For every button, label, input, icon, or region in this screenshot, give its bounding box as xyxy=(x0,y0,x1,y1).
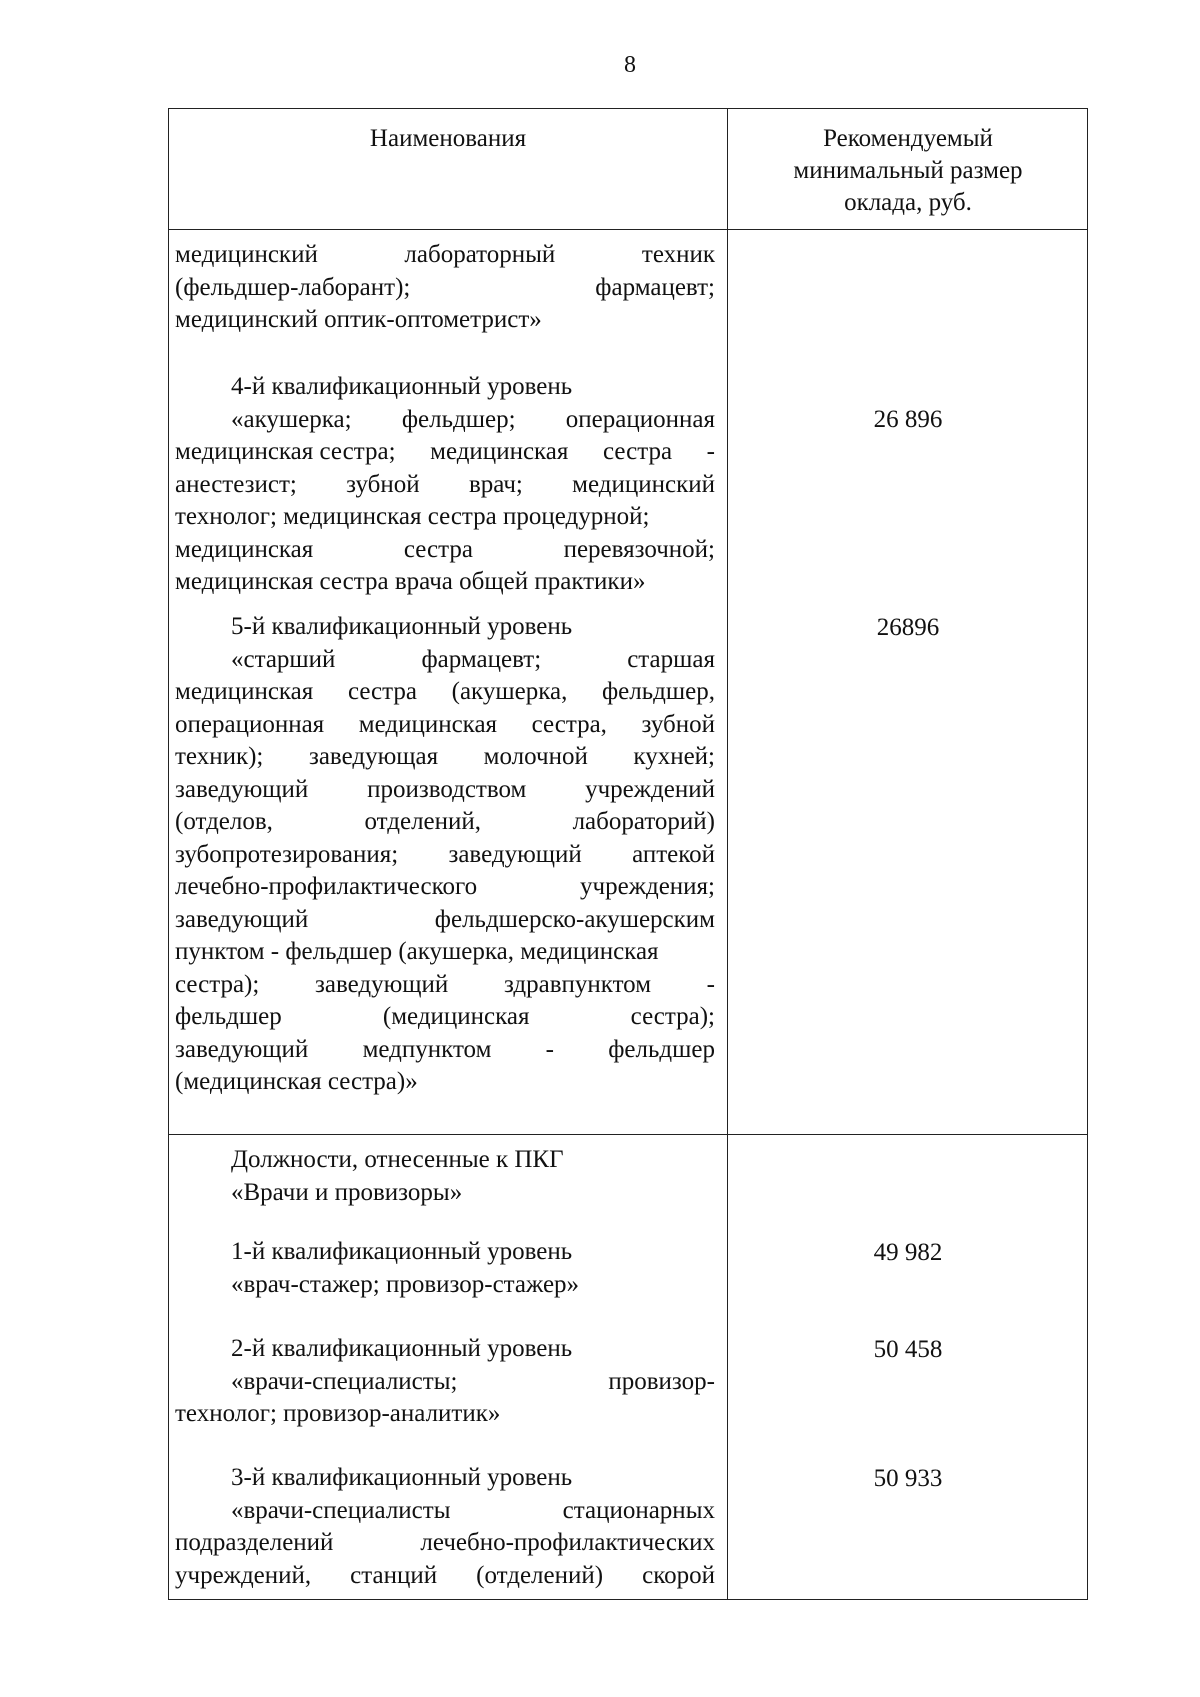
level-title: 4-й квалификационный уровень xyxy=(231,373,573,400)
level-line: «врач-стажер; провизор-стажер» xyxy=(231,1270,580,1298)
word: перевязочной; xyxy=(563,535,715,563)
text-line xyxy=(175,741,715,774)
doc-level3-value: 50 933 xyxy=(873,1465,943,1492)
text-line xyxy=(175,709,715,742)
salary-table xyxy=(168,108,1088,1600)
word: фельдшерско-акушерским xyxy=(434,905,715,933)
text-line xyxy=(175,774,715,807)
word: сестра xyxy=(603,438,673,465)
header-salary-line: Рекомендуемый xyxy=(823,125,993,152)
word: медицинская xyxy=(358,710,498,738)
doc-level2-text xyxy=(175,1333,715,1431)
level-title: 2-й квалификационный уровень xyxy=(231,1335,573,1362)
word: (акушерка, xyxy=(451,678,568,705)
text-line xyxy=(175,534,715,567)
text-line xyxy=(175,871,715,904)
level-title: 5-й квалификационный уровень xyxy=(231,613,573,640)
word: операционная xyxy=(565,405,715,433)
text-line xyxy=(175,404,715,437)
word: заведующий xyxy=(175,905,309,933)
word: (отделений) xyxy=(476,1561,604,1589)
text-line xyxy=(175,676,715,709)
text-line xyxy=(175,469,715,502)
text-line xyxy=(175,806,715,839)
word: техник); xyxy=(175,743,264,770)
word: здравпунктом xyxy=(503,970,652,998)
header-name: Наименования xyxy=(369,125,527,152)
word: зубопротезирования; xyxy=(175,840,399,868)
word: зубной xyxy=(346,470,420,498)
word: техник xyxy=(641,241,715,268)
word: (фельдшер-лаборант); xyxy=(175,273,411,301)
word: учреждений xyxy=(585,775,715,803)
word: скорой xyxy=(642,1561,715,1589)
group-title-line: Должности, отнесенные к ПКГ xyxy=(231,1146,564,1173)
word: станций xyxy=(350,1561,438,1589)
word: кухней; xyxy=(633,743,715,770)
group-title xyxy=(175,1144,715,1209)
word: заведующий xyxy=(448,840,582,868)
word: аптекой xyxy=(632,840,715,868)
word: медицинская сестра; xyxy=(175,438,396,465)
word: стационарных xyxy=(562,1496,715,1524)
text-line xyxy=(175,644,715,677)
word: - xyxy=(706,438,715,465)
text-line: технолог; медицинская сестра процедурной; xyxy=(175,503,650,530)
word: медицинская xyxy=(175,678,314,705)
word: фельдшер xyxy=(175,1003,282,1030)
word: операционная xyxy=(175,710,325,738)
section-divider xyxy=(169,1134,1087,1135)
doc-level3-text xyxy=(175,1462,715,1592)
text-line xyxy=(175,904,715,937)
text-line xyxy=(175,239,715,272)
word: старшая xyxy=(627,645,715,673)
word: заведующий xyxy=(314,970,449,998)
doc-level1-value: 49 982 xyxy=(873,1239,943,1266)
word: (отделов, xyxy=(175,808,273,835)
text-line: пунктом - фельдшер (акушерка, медицинская xyxy=(175,938,659,965)
text-line xyxy=(175,839,715,872)
header-salary-line: оклада, руб. xyxy=(844,189,972,216)
text-line xyxy=(175,1034,715,1067)
text-line xyxy=(175,969,715,1002)
word: фармацевт; xyxy=(595,273,715,301)
word: врач; xyxy=(468,470,523,498)
text-line: (медицинская сестра)» xyxy=(175,1068,418,1095)
word: отделений, xyxy=(364,808,482,835)
word: учреждения; xyxy=(580,873,715,900)
word: лечебно-профилактических xyxy=(420,1529,715,1556)
level5-value: 26896 xyxy=(876,614,940,641)
text-line: медицинская сестра врача общей практики» xyxy=(175,568,646,595)
word: сестра, xyxy=(531,710,607,738)
text-line xyxy=(175,1495,715,1528)
word: сестра xyxy=(347,678,417,705)
word: заведующий xyxy=(175,1035,309,1063)
text-line xyxy=(175,436,715,469)
word: производством xyxy=(367,775,527,803)
word: зубной xyxy=(641,710,715,738)
word: - xyxy=(706,970,715,998)
word: заведующий xyxy=(175,775,309,803)
word: медицинский xyxy=(572,470,715,498)
word: медицинская xyxy=(175,535,314,563)
word: лабораторий) xyxy=(572,808,715,835)
text-line xyxy=(175,1560,715,1593)
level4-value: 26 896 xyxy=(873,406,943,433)
text-line xyxy=(175,1001,715,1034)
word: фельдшер xyxy=(608,1035,715,1063)
header-salary xyxy=(729,123,1087,219)
word: фельдшер; xyxy=(401,405,516,433)
word: учреждений, xyxy=(175,1561,312,1589)
level4-text xyxy=(175,371,715,599)
word: медицинская xyxy=(430,438,569,465)
level-title: 1-й квалификационный уровень xyxy=(231,1238,573,1265)
word: медпунктом xyxy=(362,1035,492,1063)
word: провизор- xyxy=(608,1367,715,1395)
doc-level2-value: 50 458 xyxy=(873,1336,943,1363)
page-number: 8 xyxy=(624,52,636,78)
word: (медицинская xyxy=(382,1003,530,1030)
text-line xyxy=(175,1527,715,1560)
text-line: технолог; провизор-аналитик» xyxy=(175,1400,501,1427)
continued-text xyxy=(175,239,715,337)
header-divider xyxy=(169,229,1087,230)
word: лечебно-профилактического xyxy=(175,873,478,900)
text-line: медицинский оптик-оптометрист» xyxy=(175,306,542,333)
word: анестезист; xyxy=(175,470,297,498)
word: фармацевт; xyxy=(421,645,542,673)
header-salary-line: минимальный размер xyxy=(793,157,1023,184)
word: заведующая xyxy=(308,743,439,770)
word: «старший xyxy=(231,645,336,673)
group-title-line: «Врачи и провизоры» xyxy=(231,1178,463,1206)
word: «акушерка; xyxy=(231,405,352,433)
text-line xyxy=(175,272,715,305)
word: молочной xyxy=(483,743,588,770)
level5-text xyxy=(175,611,715,1099)
word: сестра); xyxy=(630,1003,715,1030)
word: подразделений xyxy=(175,1529,334,1556)
doc-level1-text xyxy=(175,1236,715,1301)
word: сестра); xyxy=(175,970,260,998)
word: «врачи-специалисты xyxy=(231,1496,451,1524)
word: - xyxy=(545,1035,554,1063)
word: фельдшер, xyxy=(601,678,715,705)
word: лабораторный xyxy=(404,241,556,268)
word: «врачи-специалисты; xyxy=(231,1367,458,1395)
column-divider xyxy=(727,109,728,1599)
text-line xyxy=(175,1366,715,1399)
word: медицинский xyxy=(175,241,318,268)
word: сестра xyxy=(403,535,473,563)
level-title: 3-й квалификационный уровень xyxy=(231,1464,573,1491)
